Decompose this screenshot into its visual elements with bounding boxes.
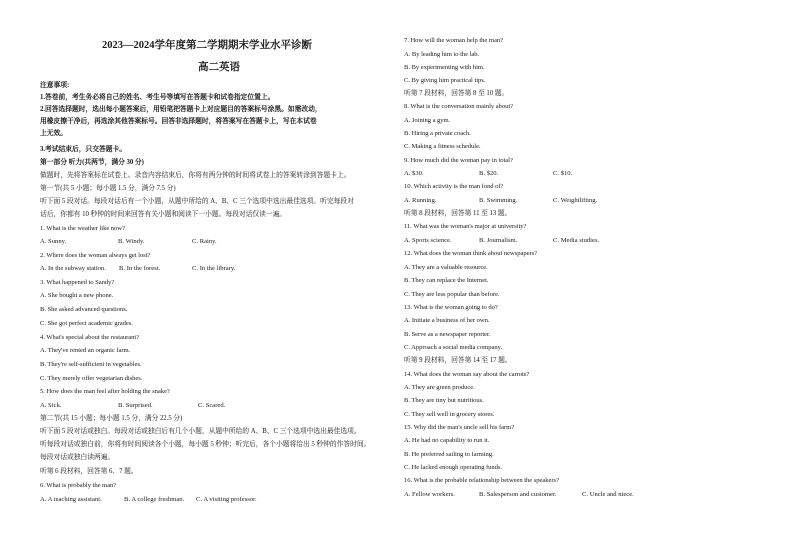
material-6-instruction: 听第 6 段材料，回答第 6、7 题。 [40,468,138,475]
q13-stem: 13. What is the woman going to do? [404,304,498,311]
q5-option-a: A. Sick. [40,402,62,409]
notes-heading: 注意事项: [40,82,70,89]
q2-option-a: A. In the subway station. [40,265,106,272]
note-2: 2.回答选择题时，选出每小题答案后，用铅笔把答题卡上对应题目的答案标号涂黑。如需改动， [40,106,322,113]
q4-option-c: C. They merely offer vegetarian dishes. [40,375,143,382]
q1-option-c: C. Rainy. [192,238,217,245]
section2-intro-3: 每段对话或独白读两遍。 [40,454,115,461]
q16-option-a: A. Fellow workers. [404,491,455,498]
q11-option-a: A. Sports science. [404,237,452,244]
q15-stem: 15. Why did the man's uncle sell his farm? [404,424,515,431]
part1-intro: 做题时，先将答案标在试卷上。录音内容结束后，你将有两分钟的时间将试卷上的答案转涂到答题卡上。 [40,172,351,179]
q5-option-c: C. Scared. [198,402,226,409]
q13-option-c: C. Approach a social media company. [404,344,502,351]
q10-option-a: A. Running. [404,197,437,204]
section2-intro-1: 听下面 5 段对话或独白。每段对话或独白后有几个小题，从题中所给的 A、B、C 三个选项中选出最佳选项。 [40,428,361,435]
material-7-instruction: 听第 7 段材料，回答第 8 至 10 题。 [404,90,509,97]
q7-stem: 7. How will the woman help the man? [404,37,503,44]
q9-option-a: A. $30. [404,170,424,177]
q9-stem: 9. How much did the woman pay in total? [404,157,513,164]
q14-option-c: C. They sell well in grocery stores. [404,411,495,418]
q3-option-a: A. She bought a new phone. [40,292,114,299]
q14-stem: 14. What does the woman say about the carrots? [404,371,530,378]
section1-intro-1: 听下面 5 段对话。每段对话后有一个小题，从题中所给的 A、B、C 三个选项中选出最佳选项。听完每段对 [40,198,354,205]
q6-option-a: A. A teaching assistant. [40,496,102,503]
q10-option-b: B. Swimming. [479,197,518,204]
section2-intro-2: 听每段对话或独白前，你将有时间阅读各个小题，每小题 5 秒钟；听完后，各个小题将给出 5 秒钟的作答时间。 [40,441,371,448]
q3-option-c: C. She got perfect academic grades. [40,320,133,327]
material-8-instruction: 听第 8 段材料，回答第 11 至 13 题。 [404,210,512,217]
q15-option-b: B. He preferred sailing to farming. [404,451,494,458]
note-2-cont: 用橡皮擦干净后，再选涂其他答案标号。回答非选择题时，将答案写在答题卡上，写在本试卷 [40,118,317,125]
q16-stem: 16. What is the probable relationship between the speakers? [404,477,559,484]
q14-option-b: B. They are tiny but nutritious. [404,397,484,404]
q8-option-c: C. Making a fitness schedule. [404,143,481,150]
q13-option-a: A. Initiate a business of her own. [404,317,490,324]
note-1: 1.答卷前，考生务必将自己的姓名、考生号等填写在答题卡和试卷指定位置上。 [40,94,275,101]
section1-intro-2: 话后，你都有 10 秒钟的时间来回答有关小题和阅读下一小题。每段对话仅读一遍。 [40,211,287,218]
q5-stem: 5. How does the man feel after holding the snake? [40,388,170,395]
q6-option-c: C. A visiting professor. [196,496,257,503]
q10-stem: 10. Which activity is the man fond of? [404,183,504,190]
q3-option-b: B. She asked advanced questions. [40,306,128,313]
material-9-instruction: 听第 9 段材料，回答第 14 至 17 题。 [404,357,512,364]
q8-option-b: B. Hiring a private coach. [404,130,471,137]
q4-stem: 4. What's special about the restaurant? [40,334,140,341]
note-3: 3.考试结束后，只交答题卡。 [40,146,126,153]
q1-stem: 1. What is the weather like now? [40,225,125,232]
q6-option-b: B. A college freshman. [124,496,185,503]
q11-option-b: B. Journalism. [479,237,518,244]
section1-heading: 第一节(共 5 小题；每小题 1.5 分，满分 7.5 分) [40,185,176,192]
q13-option-b: B. Serve as a newspaper reporter. [404,331,491,338]
subject-title: 高二英语 [198,62,240,73]
q2-option-b: B. In the forest. [119,265,161,272]
q2-option-c: C. In the library. [192,265,236,272]
note-2-end: 上无效。 [40,130,67,137]
part1-heading: 第一部分 听力(共两节，满分 30 分) [40,159,144,166]
q4-option-b: B. They're self-sufficient in vegetables. [40,361,142,368]
q12-stem: 12. What does the woman think about newspapers? [404,250,538,257]
q9-option-b: B. $20. [479,170,499,177]
q7-option-b: B. By experimenting with him. [404,64,485,71]
q3-stem: 3. What happened to Sandy? [40,279,115,286]
q6-stem: 6. What is probably the man? [40,482,117,489]
q9-option-c: C. $10. [553,170,573,177]
q2-stem: 2. Where does the woman always get lost? [40,252,151,259]
q12-option-c: C. They are less popular than before. [404,291,500,298]
q12-option-b: B. They can replace the Internet. [404,277,489,284]
q11-option-c: C. Media studies. [553,237,600,244]
q14-option-a: A. They are green produce. [404,384,475,391]
q4-option-a: A. They've rented an organic farm. [40,347,131,354]
q8-stem: 8. What is the conversation mainly about? [404,103,513,110]
q7-option-c: C. By giving him practical tips. [404,77,486,84]
q15-option-c: C. He lacked enough operating funds. [404,464,502,471]
q10-option-c: C. Weightlifting. [553,197,598,204]
q8-option-a: A. Joining a gym. [404,117,451,124]
q1-option-a: A. Sunny. [40,238,67,245]
q16-option-b: B. Salesperson and customer. [479,491,557,498]
q1-option-b: B. Windy. [118,238,145,245]
exam-title: 2023—2024学年度第二学期期末学业水平诊断 [102,40,312,51]
q16-option-c: C. Uncle and niece. [582,491,634,498]
q7-option-a: A. By leading him to the lab. [404,51,480,58]
q12-option-a: A. They are a valuable resource. [404,264,488,271]
q5-option-b: B. Surprised. [118,402,153,409]
q15-option-a: A. He had no capability to run it. [404,437,490,444]
section2-heading: 第二节(共 15 小题；每小题 1.5 分，满分 22.5 分) [40,415,183,422]
q11-stem: 11. What was the woman's major at university? [404,223,527,230]
